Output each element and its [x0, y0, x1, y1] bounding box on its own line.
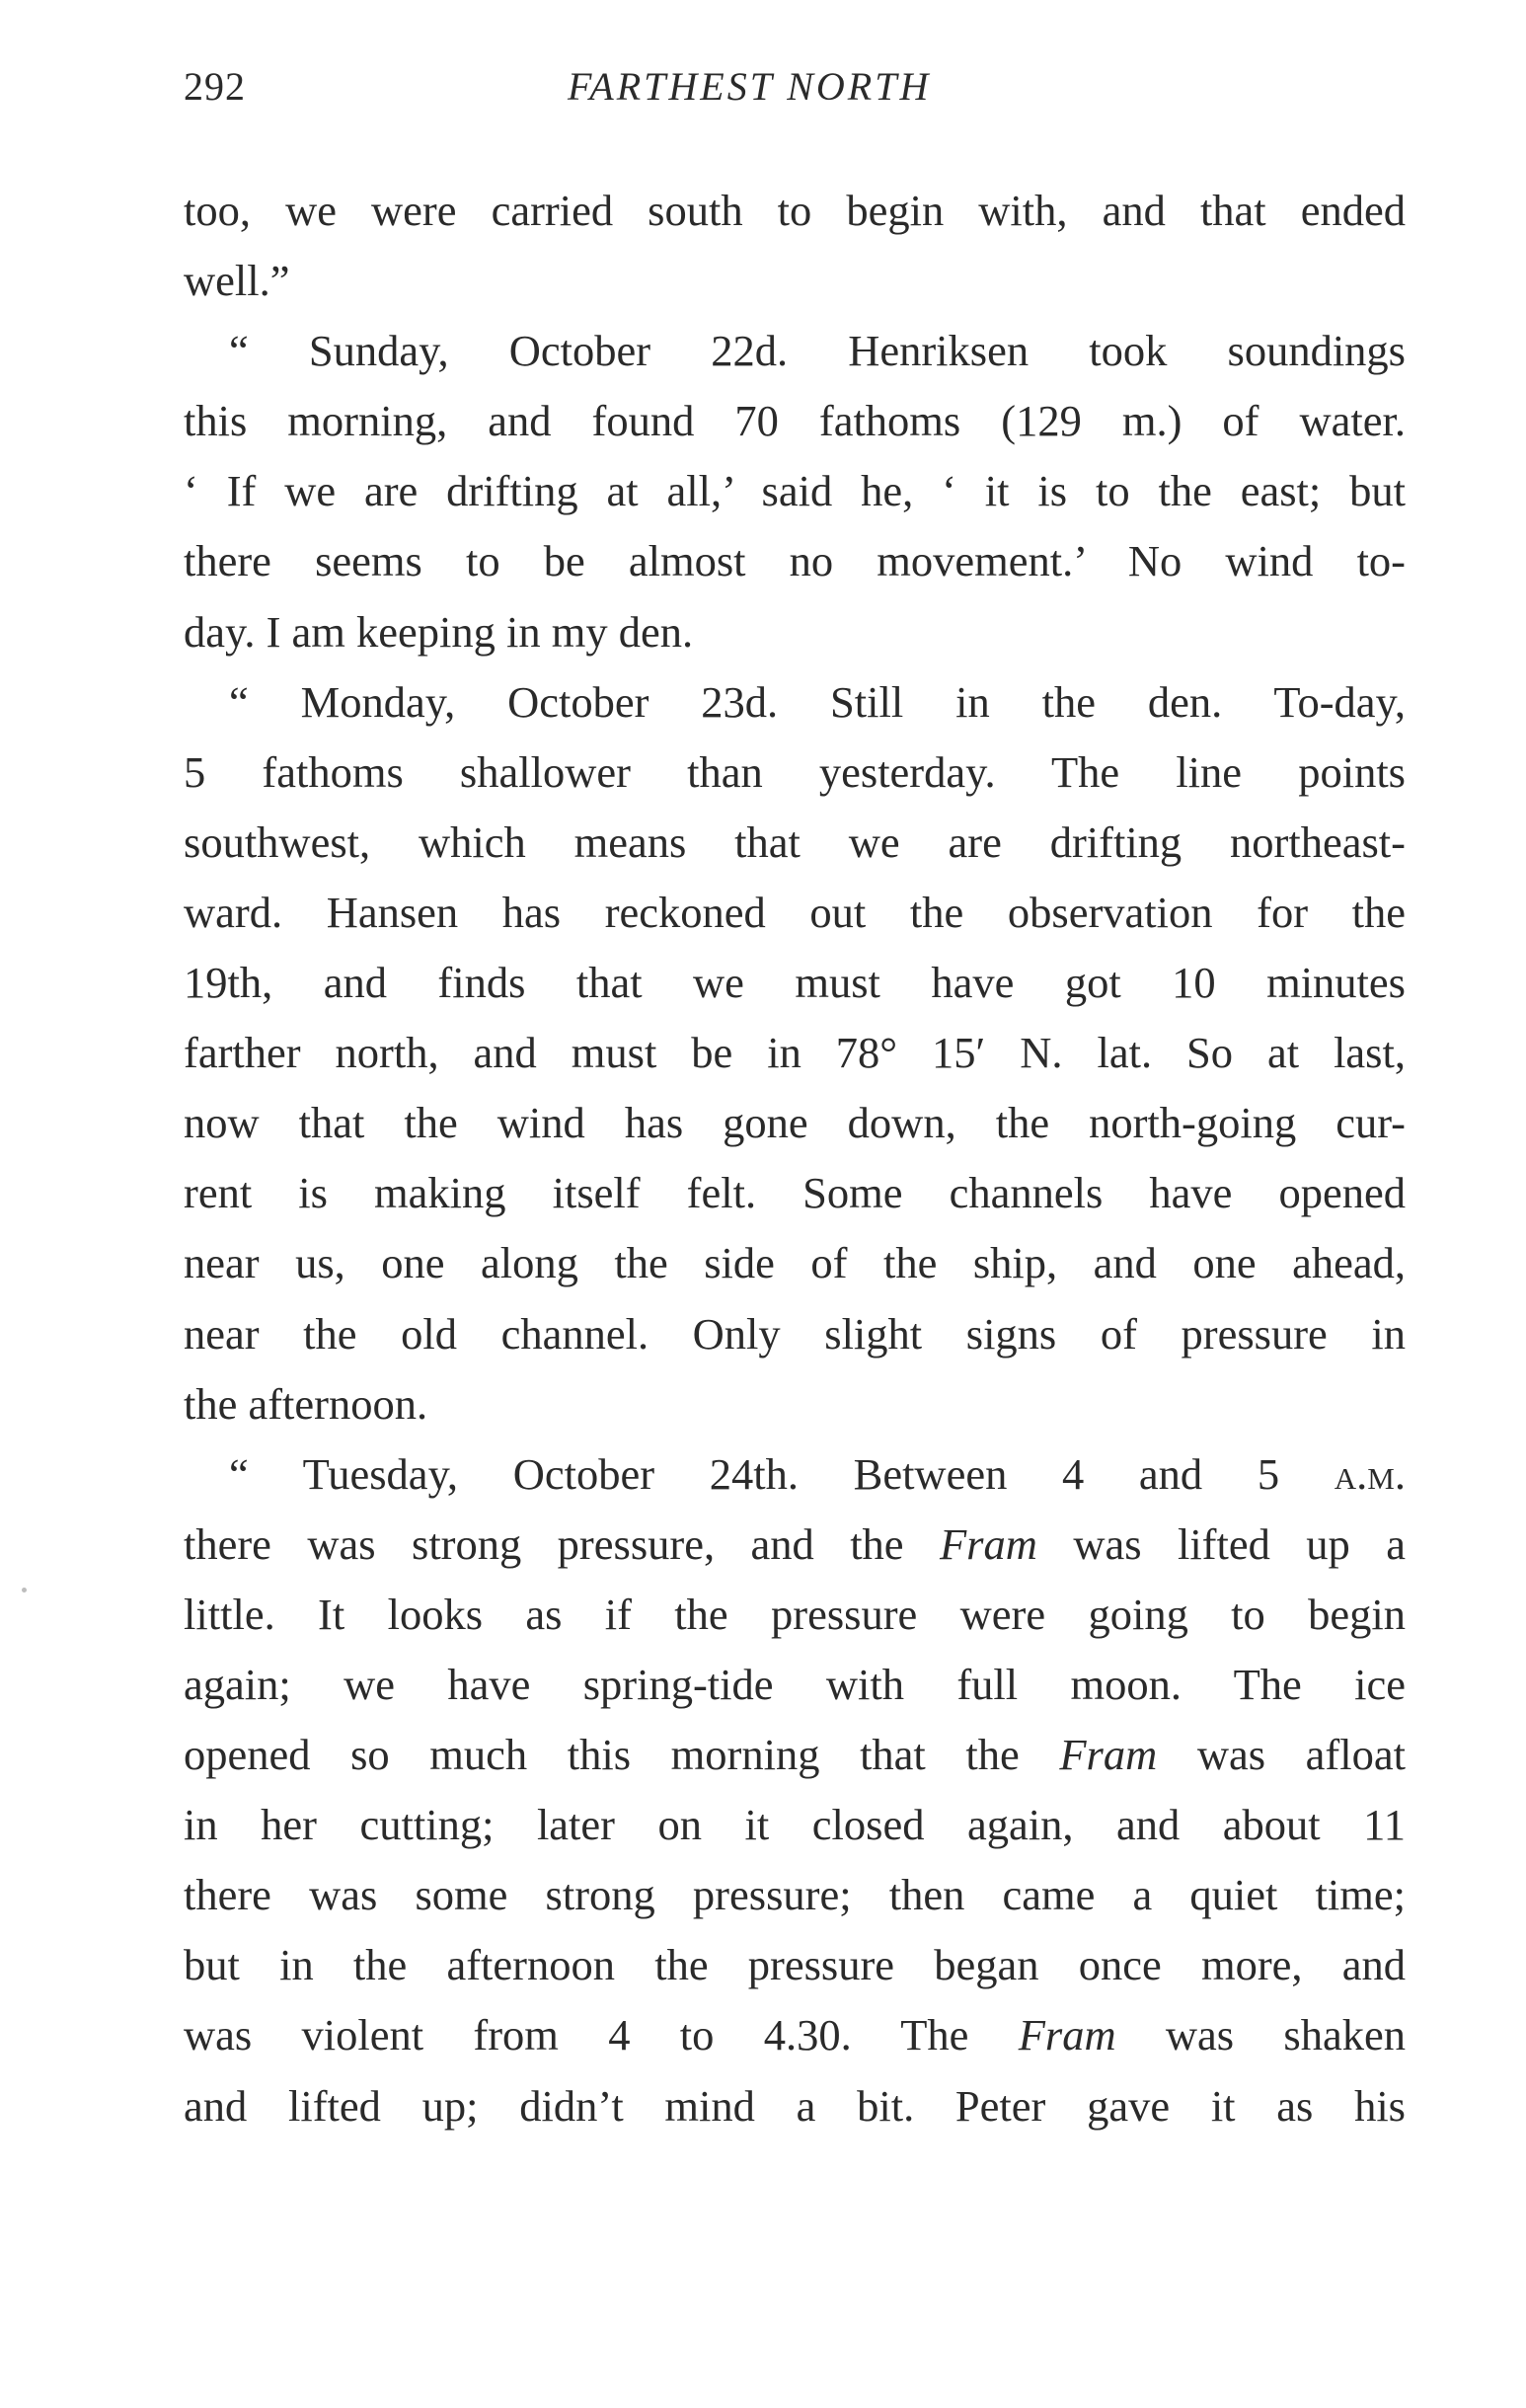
- text-line: near the old channel. Only slight signs of pressure in: [184, 1308, 1406, 1359]
- running-title: FARTHEST NORTH: [568, 64, 932, 109]
- text-line: but in the afternoon the pressure began once more, and: [184, 1940, 1406, 1990]
- ship-name-italic: Fram: [940, 1518, 1037, 1569]
- text-line: now that the wind has gone down, the north-going cur-: [184, 1098, 1406, 1148]
- text-line: southwest, which means that we are drifting northeast-: [184, 816, 1406, 867]
- text-line: ‘ If we are drifting at all,’ said he, ‘ it is to the east; but: [184, 466, 1406, 516]
- text-line: ward. Hansen has reckoned out the observation for the: [184, 887, 1406, 937]
- text-segment: “ Tuesday, October 24th. Between 4 and 5: [229, 1448, 1335, 1499]
- text-line: little. It looks as if the pressure were going to begin: [184, 1589, 1406, 1639]
- running-head: [0, 63, 1526, 122]
- text-line: farther north, and must be in 78° 15′ N. lat. So at last,: [184, 1028, 1406, 1078]
- text-line: day. I am keeping in my den.: [184, 606, 694, 657]
- text-line: again; we have spring-tide with full moon. The ice: [184, 1659, 1406, 1709]
- text-line: [184, 1510, 1406, 1580]
- text-line: [184, 1439, 1406, 1510]
- text-line: “ Monday, October 23d. Still in the den. To-day,: [229, 676, 1406, 727]
- text-line: [184, 1720, 1406, 1790]
- text-line: in her cutting; later on it closed again, and about 11: [184, 1800, 1406, 1850]
- text-segment: opened so much this morning that the: [184, 1730, 1060, 1780]
- paper-speck: [22, 1588, 27, 1592]
- text-segment: was lifted up a: [1036, 1518, 1406, 1569]
- text-line: “ Sunday, October 22d. Henriksen took soundings: [229, 326, 1406, 376]
- body-text: [184, 176, 1406, 2141]
- page-number: 292: [184, 64, 246, 109]
- text-segment: was afloat: [1157, 1730, 1406, 1780]
- text-segment: was shaken: [1115, 2010, 1407, 2060]
- text-line: the afternoon.: [184, 1378, 428, 1429]
- text-segment: was violent from 4 to 4.30. The: [184, 2010, 1019, 2060]
- text-line: there was some strong pressure; then came a quiet time;: [184, 1870, 1406, 1920]
- text-line: rent is making itself felt. Some channels have opened: [184, 1168, 1406, 1218]
- text-line: this morning, and found 70 fathoms (129 m.) of water.: [184, 396, 1406, 446]
- ship-name-italic: Fram: [1059, 1730, 1158, 1780]
- text-line: near us, one along the side of the ship, and one ahead,: [184, 1238, 1406, 1288]
- text-line: well.”: [184, 256, 290, 306]
- text-line: 5 fathoms shallower than yesterday. The line points: [184, 746, 1406, 797]
- text-line: too, we were carried south to begin with, and that ended: [184, 186, 1406, 235]
- text-line: 19th, and finds that we must have got 10 minutes: [184, 958, 1406, 1008]
- text-line: and lifted up; didn’t mind a bit. Peter gave it as his: [184, 2080, 1406, 2131]
- text-segment: there was strong pressure, and the: [184, 1518, 940, 1569]
- text-line: there seems to be almost no movement.’ No wind to-: [184, 536, 1406, 586]
- ship-name-italic: Fram: [1018, 2010, 1116, 2060]
- text-line: [184, 2000, 1406, 2070]
- small-caps-abbreviation: a.m.: [1334, 1448, 1406, 1499]
